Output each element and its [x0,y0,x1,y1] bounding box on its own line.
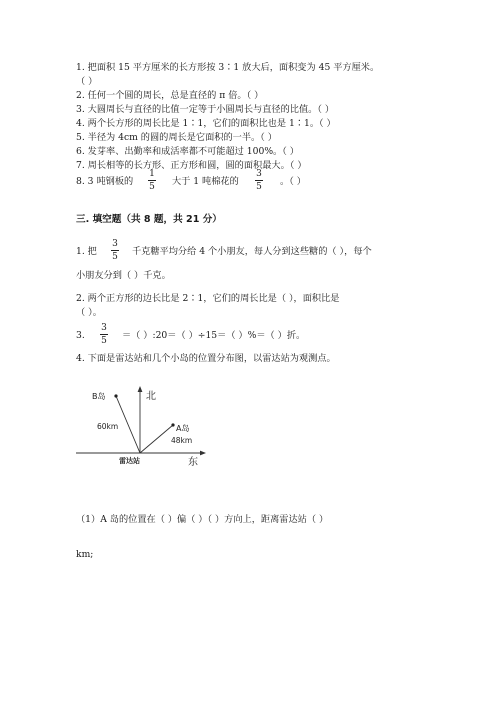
ray-to-island-a [140,425,173,453]
fill-q2-line2: （ ）。 [76,307,102,318]
judge-q7: 7. 周长相等的长方形、正方形和圆，圆的面积最大。（ ） [76,160,307,171]
judge-q8-pre: 8. 3 吨钢板的 [76,176,134,187]
fraction-denominator: 5 [112,252,118,262]
judge-q1-line1: 1. 把面积 15 平方厘米的长方形按 3∶1 放大后，面积变为 45 平方厘米。 [76,62,380,73]
east-arrow-icon [200,451,206,456]
ray-to-island-b [116,396,140,453]
fraction-denominator: 5 [256,182,262,192]
judge-q5: 5. 半径为 4cm 的圆的周长是它面积的一半。（ ） [76,132,277,143]
island-a-distance: 48km [171,436,193,445]
fraction-numerator: 3 [112,239,118,249]
fraction-denominator: 5 [101,336,107,346]
judge-q2: 2. 任何一个圆的周长，总是直径的 π 倍。（ ） [76,90,264,101]
radar-position-diagram [76,383,216,473]
fill-q3-pre: 3. [76,330,85,341]
north-label: 北 [146,391,156,402]
fill-q2-line1: 2. 两个正方形的边长比是 2∶1，它们的周长比是（ ），面积比是 [76,293,340,304]
fraction-bar [148,180,156,181]
island-b-distance: 60km [97,422,119,431]
fraction-denominator: 5 [149,182,155,192]
fill-q1-fraction [110,239,120,262]
fill-q1-line2: 小朋友分到（ ）千克。 [76,270,171,281]
judge-q8-mid: 大于 1 吨棉花的 [172,176,239,187]
island-a-point [171,423,174,426]
fraction-bar [100,334,108,335]
east-label: 东 [188,457,198,468]
fill-q1-pre: 1. 把 [76,246,97,257]
fraction-numerator: 1 [149,169,155,179]
fill-q3-fraction [99,323,109,346]
island-b-label: B岛 [92,392,106,401]
judge-q6: 6. 发芽率、出勤率和成活率都不可能超过 100%。（ ） [76,146,299,157]
fraction-numerator: 3 [256,169,262,179]
section-3-heading: 三. 填空题（共 8 题，共 21 分） [76,214,222,225]
fill-q4-sub1: （1）A 岛的位置在（ ）偏（ ）（ ）方向上，距离雷达站（ ） [76,514,329,525]
fraction-bar [255,180,263,181]
fill-q1-mid: 千克糖平均分给 4 个小朋友，每人分到这些糖的（ ），每个 [132,246,372,257]
judge-q1-line2: （ ） [76,76,98,87]
fill-q4-sub1-unit: km; [76,549,94,560]
island-a-label: A岛 [176,424,190,433]
fraction-bar [111,250,119,251]
judge-q4: 4. 两个长方形的周长比是 1∶1，它们的面积比也是 1∶1。（ ） [76,118,336,129]
fill-q4: 4. 下面是雷达站和几个小岛的位置分布图，以雷达站为观测点。 [76,353,336,364]
judge-q8-fraction-1 [147,169,157,192]
fill-q3-post: ＝（ ）:20＝（ ）÷15＝（ ）%＝（ ）折。 [122,330,306,341]
fraction-numerator: 3 [101,323,107,333]
judge-q8-post: 。（ ） [280,176,306,187]
island-b-point [114,394,117,397]
judge-q8-fraction-2 [254,169,264,192]
north-arrow-icon [138,386,143,392]
judge-q3: 3. 大圆周长与直径的比值一定等于小圆周长与直径的比值。（ ） [76,104,335,115]
radar-station-label: 雷达站 [119,457,140,465]
